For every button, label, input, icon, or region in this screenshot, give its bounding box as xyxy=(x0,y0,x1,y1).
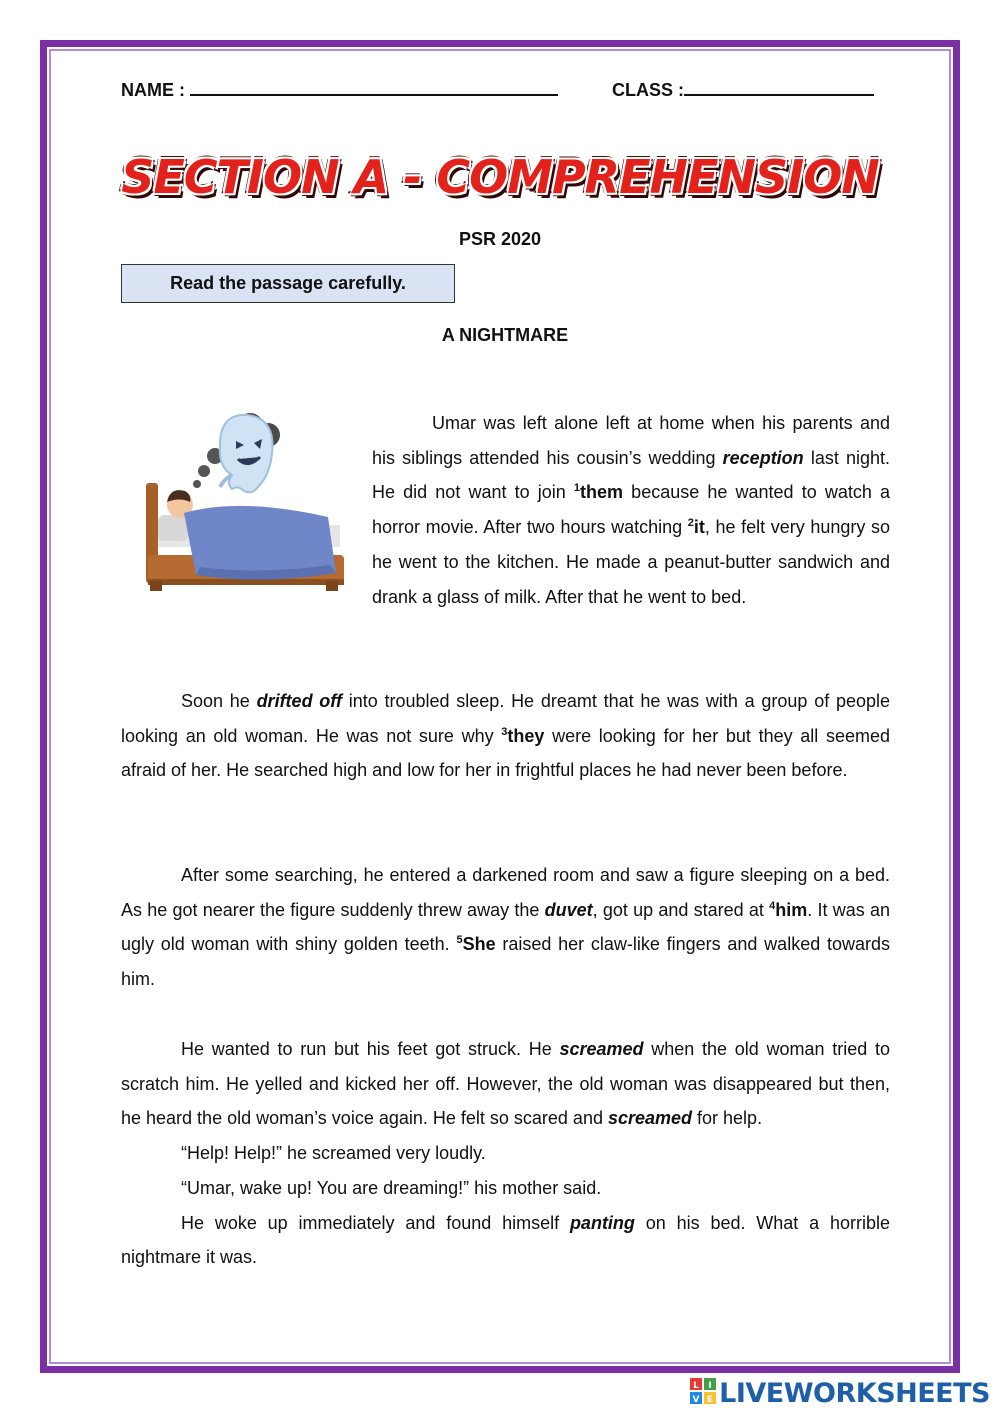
name-blank[interactable] xyxy=(190,78,558,96)
paragraph-4: He wanted to run but his feet got struck. He screamed when the old woman tried to scratch him. He yelled and kicked her off. However, the old woman was disappeared but then, he heard the old woman’s voice again. He felt so scared and screamed for help. xyxy=(121,1039,891,1129)
paragraph-5: “Help! Help!” he screamed very loudly. xyxy=(181,1143,486,1164)
svg-text:I: I xyxy=(708,1381,712,1391)
vocab-reception: reception xyxy=(722,447,804,468)
ref-number-3: 3 xyxy=(501,725,508,738)
class-blank[interactable] xyxy=(684,78,874,96)
vocab-panting: panting xyxy=(569,1212,635,1233)
liveworksheets-brand[interactable] xyxy=(690,1378,990,1408)
class-label: CLASS : xyxy=(612,80,684,100)
paragraph-6: “Umar, wake up! You are dreaming!” his mother said. xyxy=(181,1177,602,1198)
ref-number-2: 2 xyxy=(687,517,694,530)
ref-word-they: they xyxy=(507,725,545,746)
svg-text:V: V xyxy=(692,1395,700,1404)
name-field xyxy=(121,78,558,101)
ref-number-1: 1 xyxy=(573,482,581,495)
nightmare-illustration xyxy=(140,405,350,595)
passage-title: A NIGHTMARE xyxy=(441,325,569,345)
vocab-screamed-2: screamed xyxy=(607,1108,693,1129)
svg-text:L: L xyxy=(693,1381,700,1391)
name-label: NAME : xyxy=(121,80,185,100)
ref-number-4: 4 xyxy=(769,899,776,912)
ref-word-him: him xyxy=(775,899,808,920)
paragraph-1: Umar was left alone left at home when his parents and his siblings attended his cousin’s wedding reception last night. He did not want to join $^1$them because he wanted to watch a horror movie. After two hours watching $^2$it, he felt very hungry so he went to the kitchen. He made a peanut-butter sandwich and drank a glass of milk. After that he went to bed. xyxy=(372,413,891,607)
ref-word-it: it xyxy=(693,517,705,538)
vocab-drifted-off: drifted off xyxy=(256,691,342,711)
liveworksheets-wordmark: LIVEWORKSHEETS xyxy=(719,1378,990,1409)
class-field xyxy=(612,78,874,101)
paragraph-4-group xyxy=(121,1032,890,1275)
vocab-screamed: screamed xyxy=(559,1039,644,1059)
instruction-box: Read the passage carefully. xyxy=(121,264,455,303)
source-label: PSR 2020 xyxy=(458,229,542,249)
paragraph-3: After some searching, he entered a darkened room and saw a figure sleeping on a bed. As he got nearer the figure suddenly threw away the duvet, got up and stared at $^4$him. It was an ugly old woman with shiny golden teeth. $^5$She raised her claw-like fingers and walked towards him. xyxy=(121,865,890,990)
vocab-duvet: duvet xyxy=(544,899,593,920)
liveworksheets-logo-icon xyxy=(690,1378,716,1409)
ref-word-she: She xyxy=(462,934,496,955)
ref-word-them: them xyxy=(580,482,624,503)
paragraph-2: Soon he drifted off into troubled sleep. He dreamt that he was with a group of people looking an old woman. He was not sure why $^3$they were looking for her but they all seemed afraid of her. He searched high and low for her in frightful places he had never been before. xyxy=(121,691,891,781)
svg-text:E: E xyxy=(707,1395,714,1404)
ref-number-5: 5 xyxy=(456,934,463,947)
paragraph-7: He woke up immediately and found himself panting on his bed. What a horrible nightmare it was. xyxy=(121,1212,890,1268)
section-title: SECTION A - COMPREHENSION xyxy=(121,150,879,204)
